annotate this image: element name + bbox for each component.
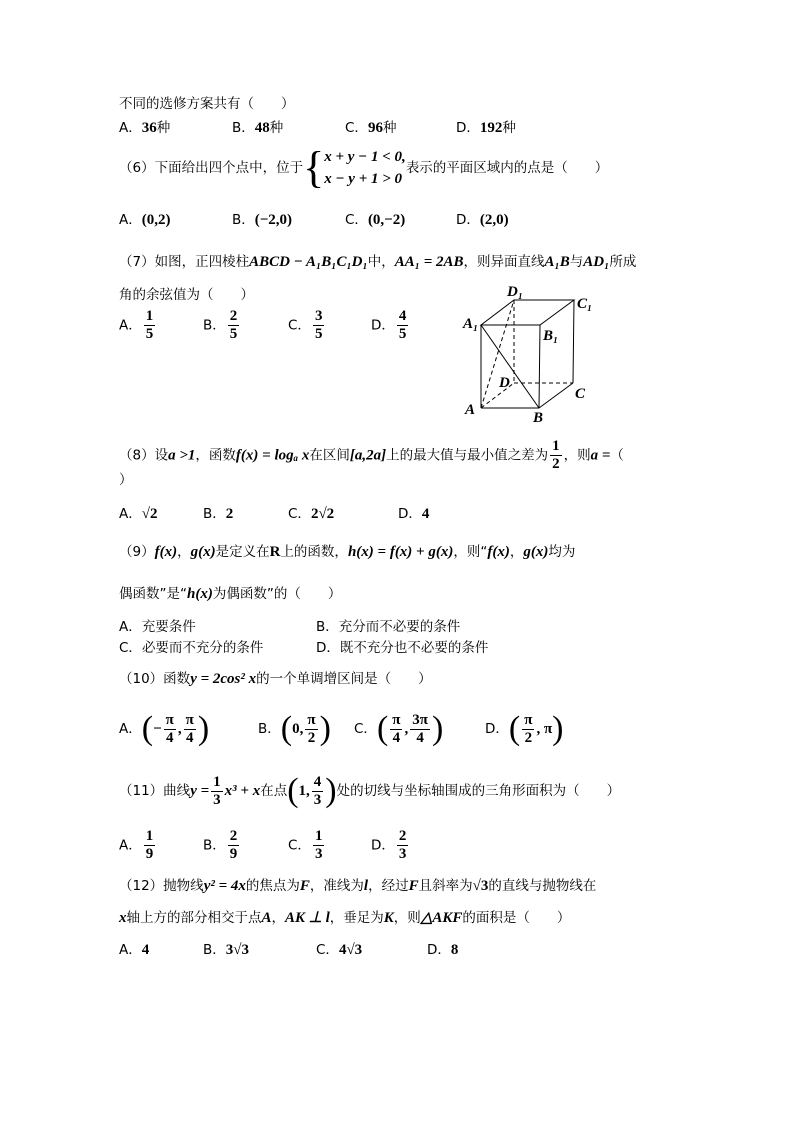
label-a: A — [465, 402, 476, 418]
q6-option-d: D．(2,0) — [456, 212, 509, 228]
q10-option-c: C．( $\frac{\pi}{4}$ , $\frac{3\pi}{4}$ ) — [354, 710, 444, 747]
q12-stem: （12）抛物线y² = 4x的焦点为F，准线为l，经过F且斜率为√3的直线与抛物线在 — [119, 878, 597, 894]
label-b: B — [533, 410, 544, 425]
q10-option-a: A．(− $\frac{\pi}{4}$ , $\frac{\pi}{4}$ ) — [119, 710, 210, 747]
q7-option-c: C． $\frac{3}{5}$ — [288, 308, 323, 342]
q11-option-d: D． $\frac{2}{3}$ — [371, 828, 407, 862]
label-a1: A₁ — [463, 316, 479, 332]
q9-stem-line2: 偶函数”是“h(x)为偶函数”的（ ） — [119, 586, 342, 602]
q8-option-d: D．4 — [398, 506, 430, 522]
q7-option-a: A． $\frac{1}{5}$ — [119, 308, 154, 342]
q8-option-c: C．2√2 — [288, 506, 335, 522]
q5-option-d: D．192种 — [456, 120, 516, 136]
q11-option-c: C． $\frac{1}{3}$ — [288, 828, 323, 862]
q11-option-b: B． $\frac{2}{9}$ — [203, 828, 238, 862]
q7-stem-line2: 角的余弦值为（ ） — [119, 287, 254, 303]
label-c: C — [575, 386, 586, 402]
q5-option-a: A．36种 — [119, 120, 171, 136]
top-face — [481, 300, 574, 325]
segment-ad1 — [481, 300, 514, 408]
q8-stem-line2: ） — [119, 472, 133, 488]
q12-stem-line2: x轴上方的部分相交于点A，AK ⊥ l，垂足为K，则△AKF的面积是（ ） — [119, 910, 571, 926]
q6-option-a: A．(0,2) — [119, 212, 171, 228]
edge-bb1 — [539, 325, 540, 408]
q10-option-d: D．( $\frac{\pi}{2}$ , π) — [485, 710, 564, 747]
q7-option-b: B． $\frac{2}{5}$ — [203, 308, 238, 342]
q12-option-b: B．3√3 — [203, 942, 249, 958]
q6-stem: （6）下面给出四个点中，位于{ x + y − 1 < 0, x − y + 1 > 0 表示的平面区域内的点是（ ） — [119, 143, 609, 192]
q11-stem: （11）曲线y = $\frac{1}{3}$ x³ + x在点(1, $\frac{4}{3}$ )处的切线与坐标轴围成的三角形面积为（ ） — [119, 772, 621, 809]
q6-option-c: C．(0,−2) — [345, 212, 406, 228]
edge-cc1 — [573, 300, 574, 383]
q9-option-c: C．必要而不充分的条件 — [119, 640, 264, 656]
q9-stem: （9）f(x)，g(x)是定义在R上的函数，h(x) = f(x) + g(x)，则“f(x)，g(x)均为 — [119, 544, 576, 560]
q9-option-d: D．既不充分也不必要的条件 — [316, 640, 489, 656]
q11-option-a: A． $\frac{1}{9}$ — [119, 828, 154, 862]
q8-option-b: B．2 — [203, 506, 234, 522]
q6-option-b: B．(−2,0) — [232, 212, 293, 228]
label-d1: D₁ — [507, 284, 524, 300]
label-c1: C₁ — [577, 296, 593, 312]
q12-option-c: C．4√3 — [316, 942, 363, 958]
label-b1: B₁ — [543, 328, 559, 344]
edge-bc — [539, 383, 573, 408]
q5-stem: 不同的选修方案共有（ ） — [119, 96, 295, 112]
q7-option-d: D． $\frac{4}{5}$ — [371, 308, 407, 342]
segment-a1b — [481, 325, 539, 408]
q9-option-b: B．充分而不必要的条件 — [316, 619, 461, 635]
q12-option-a: A．4 — [119, 942, 150, 958]
q9-option-a: A．充要条件 — [119, 619, 196, 635]
q5-option-b: B．48种 — [232, 120, 284, 136]
prism-figure — [455, 280, 605, 425]
q10-option-b: B．(0, $\frac{\pi}{2}$ ) — [258, 710, 331, 747]
q8-stem: （8）设a >1，函数f(x) = logₐ x在区间[a,2a]上的最大值与最小值之差为 $\frac{1}{2}$ ，则a =（ — [119, 438, 624, 472]
q7-stem: （7）如图，正四棱柱ABCD − A₁B₁C₁D₁中，AA₁ = 2AB，则异面直线A₁B与AD₁所成 — [119, 254, 637, 270]
label-d: D — [499, 375, 510, 391]
q12-option-d: D．8 — [427, 942, 459, 958]
q5-option-c: C．96种 — [345, 120, 397, 136]
q10-stem: （10）函数y = 2cos² x的一个单调增区间是（ ） — [119, 671, 432, 687]
q8-option-a: A．√2 — [119, 506, 158, 522]
